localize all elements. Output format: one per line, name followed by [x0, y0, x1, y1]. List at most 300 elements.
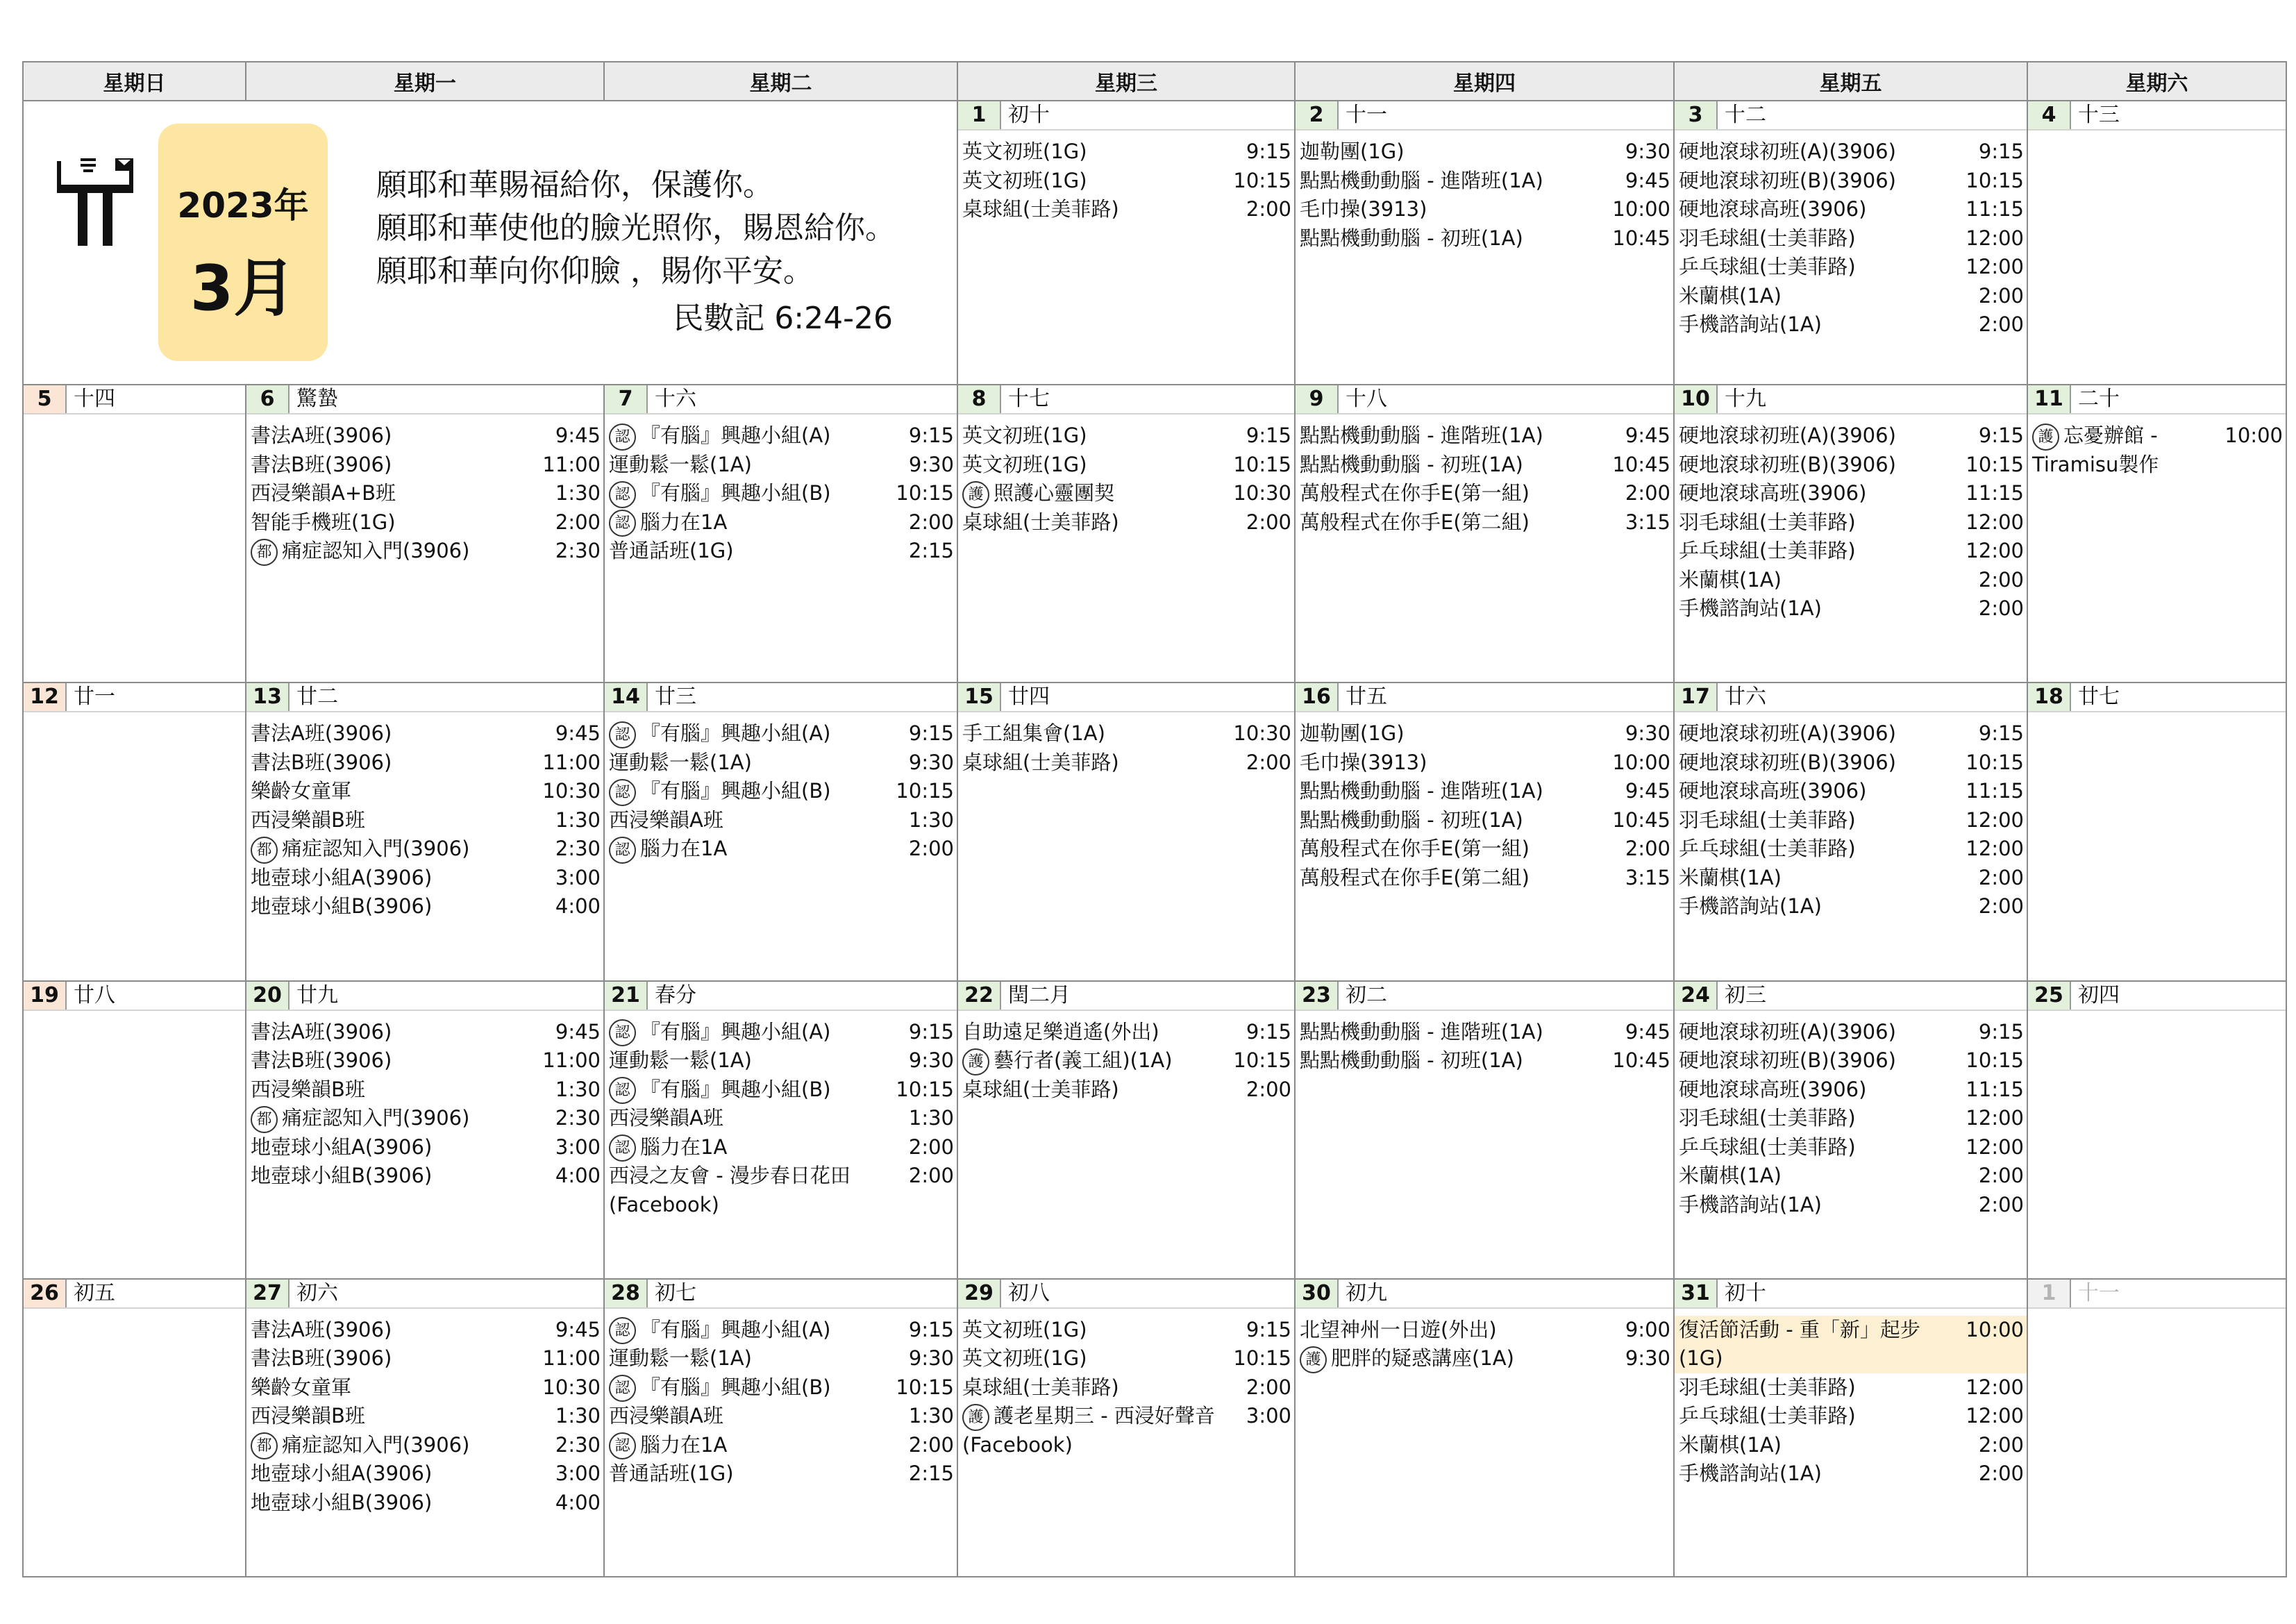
event-item[interactable] [605, 1431, 957, 1460]
event-time: 10:45 [1612, 452, 1670, 476]
event-title-wrap [1300, 719, 1405, 748]
lunar-date: 廿一 [74, 685, 115, 710]
event-title: 地壺球小組A(3906) [251, 865, 433, 889]
event-title-wrap [1679, 864, 1782, 893]
event-title: 羽毛球組(士美菲路) [1679, 226, 1856, 250]
event-time: 2:00 [1246, 197, 1291, 221]
event-item[interactable] [1675, 137, 2027, 167]
category-badge: 認 [609, 481, 636, 508]
event-item[interactable] [1675, 1373, 2027, 1403]
event-item[interactable] [958, 1373, 1294, 1403]
event-time: 11:15 [1966, 197, 2024, 221]
event-item[interactable] [246, 892, 603, 921]
day-cell[interactable] [23, 385, 246, 683]
event-item[interactable] [1675, 421, 2027, 451]
event-item[interactable] [246, 537, 603, 566]
day-cell[interactable] [23, 683, 246, 980]
lunar-date: 十六 [655, 387, 696, 412]
event-item[interactable] [246, 806, 603, 835]
event-item[interactable] [1675, 451, 2027, 480]
event-time: 12:00 [1966, 837, 2024, 861]
day-cell[interactable] [1674, 385, 2027, 683]
day-header [1675, 385, 2027, 415]
event-item[interactable] [1296, 748, 1673, 778]
day-number: 29 [958, 1280, 1001, 1307]
event-item[interactable] [1675, 167, 2027, 196]
event-title-wrap [962, 748, 1119, 778]
day-number: 21 [605, 982, 648, 1010]
day-cell[interactable] [604, 1279, 957, 1577]
event-time: 11:15 [1966, 779, 2024, 803]
event-time: 9:30 [908, 452, 954, 476]
event-item[interactable] [246, 1402, 603, 1431]
event-item[interactable] [1296, 1046, 1673, 1075]
event-item[interactable] [605, 748, 957, 778]
event-time: 9:45 [1625, 1019, 1670, 1044]
event-list [2028, 131, 2286, 137]
event-title-wrap [1300, 748, 1427, 778]
day-cell[interactable] [23, 1279, 246, 1577]
event-title: 迦勒團(1G) [1300, 721, 1405, 746]
event-title: 地壺球小組B(3906) [251, 1164, 433, 1188]
day-cell[interactable] [957, 385, 1295, 683]
day-cell[interactable] [246, 981, 604, 1279]
event-time: 3:15 [1625, 510, 1670, 534]
event-title: 點點機動動腦 - 初班(1A) [1300, 1048, 1523, 1073]
event-title: 西浸樂韻B班 [251, 807, 365, 832]
event-title: 桌球組(士美菲路) [962, 750, 1119, 774]
event-title: 護老星期三 - 西浸好聲音(Facebook) [962, 1404, 1215, 1457]
event-item[interactable] [246, 1373, 603, 1403]
day-header [246, 982, 603, 1011]
event-item[interactable] [1675, 253, 2027, 282]
day-cell[interactable] [2027, 683, 2286, 980]
week-row [23, 385, 2286, 683]
event-time: 2:00 [1246, 1077, 1291, 1101]
event-item[interactable] [958, 195, 1294, 224]
event-item[interactable] [246, 1344, 603, 1373]
event-item[interactable] [958, 1046, 1294, 1075]
day-cell[interactable] [246, 385, 604, 683]
event-item[interactable] [1675, 1191, 2027, 1220]
event-item[interactable] [958, 167, 1294, 196]
event-list [605, 712, 957, 864]
day-header [958, 385, 1294, 415]
event-item[interactable] [1296, 421, 1673, 451]
event-title: 萬般程式在你手E(第二組) [1300, 510, 1530, 534]
event-item[interactable] [605, 1133, 957, 1162]
day-number: 22 [958, 982, 1001, 1010]
event-title-wrap [609, 1459, 734, 1489]
event-item[interactable] [1675, 282, 2027, 311]
event-time: 10:30 [1233, 721, 1291, 746]
event-item[interactable] [1675, 806, 2027, 835]
day-number: 23 [1296, 982, 1339, 1010]
event-title: 毛巾操(3913) [1300, 197, 1427, 221]
event-time: 3:00 [1246, 1404, 1291, 1428]
event-title: 『有腦』興趣小組(B) [640, 481, 831, 505]
event-item[interactable] [605, 777, 957, 806]
event-item[interactable] [246, 1046, 603, 1075]
event-item[interactable] [605, 806, 957, 835]
event-list [605, 1011, 957, 1220]
event-title-wrap [1679, 806, 1856, 835]
event-list [1296, 131, 1673, 253]
day-cell[interactable] [2027, 385, 2286, 683]
event-item[interactable] [1296, 835, 1673, 864]
event-time: 2:00 [1625, 481, 1670, 505]
event-item[interactable] [1296, 195, 1673, 224]
event-time: 9:15 [1978, 140, 2024, 163]
event-time: 9:15 [908, 1317, 954, 1341]
event-title: 手機諮詢站(1A) [1679, 1462, 1822, 1486]
day-cell[interactable] [246, 1279, 604, 1577]
event-item[interactable] [246, 1018, 603, 1047]
day-cell[interactable] [1674, 101, 2027, 385]
event-item[interactable] [246, 835, 603, 864]
event-time: 9:15 [1978, 721, 2024, 746]
event-item[interactable] [1675, 195, 2027, 224]
event-list [605, 415, 957, 566]
event-title-wrap [962, 421, 1087, 451]
event-item[interactable] [1675, 748, 2027, 778]
event-title: 硬地滾球初班(B)(3906) [1679, 452, 1896, 476]
event-title-wrap [1679, 479, 1866, 508]
day-cell[interactable] [957, 683, 1295, 980]
event-time: 9:15 [1246, 140, 1291, 163]
event-item[interactable] [1675, 310, 2027, 340]
event-item[interactable] [1675, 594, 2027, 623]
event-title: 點點機動動腦 - 初班(1A) [1300, 807, 1523, 832]
day-cell[interactable] [604, 385, 957, 683]
event-item[interactable] [958, 451, 1294, 480]
event-item[interactable] [1675, 224, 2027, 253]
event-item[interactable] [1675, 719, 2027, 748]
event-list [1675, 1309, 2027, 1489]
event-time: 4:00 [555, 894, 601, 919]
event-item[interactable] [605, 1046, 957, 1075]
day-header [958, 982, 1294, 1011]
event-title: 羽毛球組(士美菲路) [1679, 510, 1856, 534]
day-cell[interactable] [1674, 683, 2027, 980]
event-title-wrap [609, 1373, 831, 1403]
event-item[interactable] [246, 479, 603, 508]
event-item[interactable] [605, 479, 957, 508]
event-title: 『有腦』興趣小組(A) [640, 424, 831, 448]
event-item[interactable] [605, 537, 957, 566]
event-title-wrap [251, 806, 365, 835]
event-item[interactable] [1675, 777, 2027, 806]
day-cell[interactable] [957, 981, 1295, 1279]
event-item[interactable] [958, 1075, 1294, 1105]
event-title-wrap [609, 1402, 723, 1431]
event-item[interactable] [1296, 864, 1673, 893]
event-title-wrap [1679, 451, 1896, 480]
event-list [1296, 1011, 1673, 1075]
day-number: 16 [1296, 683, 1339, 711]
event-title: 運動鬆一鬆(1A) [609, 452, 752, 476]
event-title-wrap [609, 451, 752, 480]
event-item[interactable] [605, 719, 957, 748]
event-item[interactable] [1675, 1104, 2027, 1133]
category-badge: 認 [609, 721, 636, 748]
event-item[interactable] [958, 479, 1294, 508]
day-cell[interactable] [2027, 1279, 2286, 1577]
event-item[interactable] [246, 1431, 603, 1460]
event-title-wrap [1300, 1316, 1497, 1345]
event-title-wrap [1679, 1191, 1822, 1220]
event-title: 書法A班(3906) [251, 424, 392, 448]
event-time: 10:15 [896, 779, 954, 803]
event-time: 9:30 [1625, 721, 1670, 746]
week-row [23, 1279, 2286, 1577]
event-item[interactable] [2028, 421, 2286, 479]
event-title: 英文初班(1G) [962, 424, 1087, 448]
event-item[interactable] [1675, 1431, 2027, 1460]
event-title-wrap [1300, 479, 1530, 508]
weekday-header-sun: 星期日 [23, 62, 246, 101]
event-title-wrap [1679, 1402, 1856, 1431]
event-item[interactable] [246, 508, 603, 537]
event-item[interactable] [1296, 777, 1673, 806]
event-item[interactable] [1675, 508, 2027, 537]
day-number: 18 [2028, 683, 2071, 711]
lunar-date: 十九 [1725, 387, 1766, 412]
event-title: 『有腦』興趣小組(A) [640, 1317, 831, 1341]
event-item[interactable] [958, 1344, 1294, 1373]
event-item[interactable] [958, 748, 1294, 778]
day-cell[interactable] [604, 683, 957, 980]
category-badge: 護 [2032, 424, 2059, 451]
event-title: 點點機動動腦 - 進階班(1A) [1300, 1019, 1543, 1044]
day-number: 27 [246, 1280, 290, 1307]
day-header [2028, 683, 2286, 712]
event-item[interactable] [605, 1373, 957, 1403]
event-time: 2:30 [555, 837, 601, 861]
event-time: 2:00 [1978, 1432, 2024, 1457]
event-item[interactable] [958, 137, 1294, 167]
event-item[interactable] [246, 421, 603, 451]
day-cell[interactable] [1295, 385, 1674, 683]
event-time: 9:00 [1625, 1317, 1670, 1341]
event-title-wrap [609, 748, 752, 778]
event-item[interactable] [958, 1316, 1294, 1345]
event-title: 北望神州一日遊(外出) [1300, 1317, 1497, 1341]
event-title-wrap [251, 748, 392, 778]
event-list [958, 712, 1294, 777]
event-time: 12:00 [1966, 1375, 2024, 1399]
event-time: 9:15 [1246, 1317, 1291, 1341]
event-title-wrap [1300, 864, 1530, 893]
lunar-date: 二十 [2078, 387, 2120, 412]
event-title: 地壺球小組B(3906) [251, 894, 433, 919]
event-item[interactable] [1675, 892, 2027, 921]
day-number: 11 [2028, 385, 2071, 413]
event-list [1675, 415, 2027, 623]
event-item[interactable] [1675, 835, 2027, 864]
lunar-date: 初五 [74, 1280, 115, 1305]
event-title-wrap [609, 1133, 727, 1162]
month-header-block [25, 103, 955, 380]
event-title: 書法B班(3906) [251, 452, 392, 476]
day-cell[interactable] [1295, 1279, 1674, 1577]
event-item[interactable] [958, 1402, 1294, 1459]
event-item[interactable] [1675, 537, 2027, 566]
event-title-wrap [1679, 1104, 1856, 1133]
event-item[interactable] [605, 1104, 957, 1133]
event-item[interactable] [246, 1459, 603, 1489]
event-item[interactable] [246, 1104, 603, 1133]
day-cell[interactable] [2027, 981, 2286, 1279]
category-badge: 認 [609, 779, 636, 806]
event-item[interactable] [246, 451, 603, 480]
event-title: 『有腦』興趣小組(A) [640, 1019, 831, 1044]
day-cell[interactable] [1295, 683, 1674, 980]
event-item[interactable] [958, 1018, 1294, 1047]
event-title: 忘憂辦館 - Tiramisu製作 [2032, 424, 2159, 476]
event-item[interactable] [1675, 1133, 2027, 1162]
event-title: 痛症認知入門(3906) [282, 1432, 470, 1457]
category-badge: 認 [609, 510, 636, 537]
day-cell[interactable] [1674, 1279, 2027, 1577]
event-item[interactable] [605, 421, 957, 451]
event-list [246, 415, 603, 566]
event-time: 9:45 [555, 1019, 601, 1044]
event-title: 乒乓球組(士美菲路) [1679, 539, 1856, 563]
day-number: 17 [1675, 683, 1718, 711]
event-item[interactable] [605, 1075, 957, 1105]
day-header [958, 1280, 1294, 1309]
event-item[interactable] [1296, 137, 1673, 167]
event-time: 12:00 [1966, 510, 2024, 534]
event-item[interactable] [1675, 479, 2027, 508]
event-time: 9:15 [1978, 424, 2024, 448]
event-item[interactable] [1675, 1162, 2027, 1191]
event-title-wrap [1679, 1431, 1782, 1460]
event-time: 12:00 [1966, 807, 2024, 832]
event-item[interactable] [1675, 1018, 2027, 1047]
day-cell[interactable] [23, 981, 246, 1279]
event-list [1675, 712, 2027, 921]
day-header [2028, 1280, 2286, 1309]
day-cell[interactable] [957, 101, 1295, 385]
event-title: 照護心靈團契 [994, 481, 1115, 505]
event-item[interactable] [1296, 479, 1673, 508]
event-item[interactable] [246, 748, 603, 778]
event-title: 西浸樂韻A班 [609, 1106, 723, 1130]
event-item[interactable] [605, 835, 957, 864]
day-header [1296, 683, 1673, 712]
day-number: 8 [958, 385, 1001, 413]
event-item[interactable] [1296, 167, 1673, 196]
event-item[interactable] [246, 1316, 603, 1345]
day-cell[interactable] [604, 981, 957, 1279]
event-item[interactable] [246, 1075, 603, 1105]
day-cell[interactable] [1295, 101, 1674, 385]
day-cell[interactable] [246, 683, 604, 980]
day-cell[interactable] [957, 1279, 1295, 1577]
event-item[interactable] [605, 508, 957, 537]
event-time: 9:45 [1625, 168, 1670, 192]
event-title-wrap [1679, 594, 1822, 623]
lunar-date: 初十 [1725, 1280, 1766, 1305]
event-item[interactable] [605, 1402, 957, 1431]
event-time: 10:30 [1233, 481, 1291, 505]
event-title: 毛巾操(3913) [1300, 750, 1427, 774]
event-title: 手工組集會(1A) [962, 721, 1105, 746]
event-item[interactable] [958, 421, 1294, 451]
event-title-wrap [1300, 806, 1523, 835]
event-time: 9:45 [1625, 424, 1670, 448]
day-number: 30 [1296, 1280, 1339, 1307]
event-item[interactable] [1675, 1459, 2027, 1489]
event-item[interactable] [1675, 1402, 2027, 1431]
event-item[interactable] [1296, 1316, 1673, 1345]
event-list [958, 131, 1294, 224]
event-item[interactable] [1296, 1344, 1673, 1373]
event-time: 10:15 [896, 1375, 954, 1399]
event-item[interactable] [1296, 806, 1673, 835]
day-header [24, 683, 245, 712]
event-item[interactable] [1296, 1018, 1673, 1047]
event-item[interactable] [246, 864, 603, 893]
event-time: 2:00 [1978, 1462, 2024, 1486]
event-time: 9:45 [555, 721, 601, 746]
day-cell[interactable] [2027, 101, 2286, 385]
event-item[interactable] [958, 508, 1294, 537]
event-item[interactable] [246, 719, 603, 748]
event-item[interactable] [958, 719, 1294, 748]
event-item[interactable] [605, 451, 957, 480]
event-item[interactable] [1675, 1075, 2027, 1105]
day-number: 10 [1675, 385, 1718, 413]
event-item[interactable] [605, 1459, 957, 1489]
event-item[interactable] [605, 1316, 957, 1345]
event-item[interactable] [246, 1162, 603, 1191]
event-item[interactable] [246, 777, 603, 806]
lunar-date: 廿六 [1725, 685, 1766, 710]
event-title: 手機諮詢站(1A) [1679, 894, 1822, 919]
lunar-date: 廿四 [1008, 685, 1050, 710]
event-title-wrap [962, 1344, 1087, 1373]
event-item[interactable] [1675, 566, 2027, 595]
event-item[interactable] [1296, 451, 1673, 480]
day-cell[interactable] [1674, 981, 2027, 1279]
event-item[interactable] [605, 1018, 957, 1047]
day-header [1296, 1280, 1673, 1309]
event-item[interactable] [246, 1133, 603, 1162]
event-time: 1:30 [555, 807, 601, 832]
day-cell[interactable] [1295, 981, 1674, 1279]
event-list [958, 1011, 1294, 1105]
event-item[interactable] [1675, 1046, 2027, 1075]
year-label: 2023年 [177, 185, 309, 226]
event-title: 西浸樂韻A班 [609, 807, 723, 832]
event-item[interactable] [1675, 864, 2027, 893]
event-item[interactable] [246, 1489, 603, 1518]
event-item[interactable] [1296, 719, 1673, 748]
event-item[interactable] [1675, 1316, 2027, 1373]
event-item[interactable] [605, 1344, 957, 1373]
event-title-wrap [609, 1316, 830, 1345]
event-time: 4:00 [555, 1164, 601, 1188]
event-item[interactable] [1296, 224, 1673, 253]
event-item[interactable] [1296, 508, 1673, 537]
event-title: 肥胖的疑惑講座(1A) [1331, 1346, 1514, 1371]
day-header [1675, 683, 2027, 712]
event-item[interactable] [605, 1162, 957, 1219]
event-title: 書法B班(3906) [251, 1048, 392, 1073]
